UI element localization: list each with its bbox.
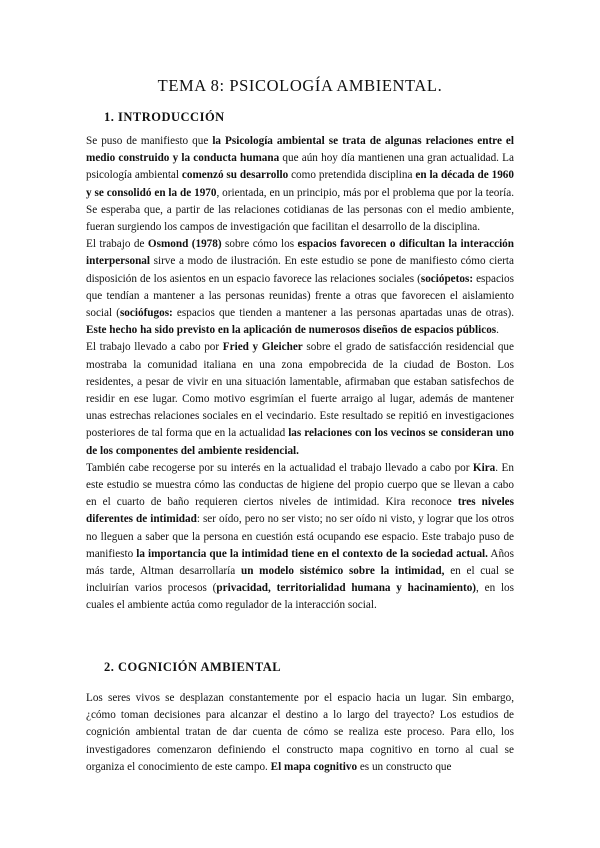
text-run: .: [496, 324, 499, 337]
text-run: Años más tarde, Altman desarrollaría: [86, 547, 514, 578]
bold-text: sociópetos:: [420, 272, 474, 285]
bold-text: tres niveles diferentes de intimidad: [86, 496, 514, 526]
bold-text: un modelo sistémico sobre la intimidad,: [240, 565, 445, 578]
section-body-introduccion: [86, 133, 514, 615]
paragraph: [86, 460, 514, 615]
bold-text: comenzó su desarrollo: [181, 169, 289, 182]
bold-text: El mapa cognitivo: [270, 760, 358, 773]
bold-text: la importancia que la intimidad tiene en el contexto de la sociedad actual.: [136, 547, 488, 560]
text-run: El trabajo de: [86, 238, 148, 251]
section-heading-introduccion: 1. INTRODUCCIÓN: [104, 110, 225, 124]
text-run: El trabajo llevado a cabo por: [86, 341, 223, 354]
text-run: sobre el grado de satisfacción residencial que mostraba la comunidad italiana en una zona empobrecida de la ciudad de Boston. Los residentes, a pesar de vivir en una situación lamentable, afirmaban que estaban satisfechos de residir en ese lugar. Como motivo esgrimían el fuerte arraigo al lugar, además de mantener unas estrechas relaciones sociales en el vecindario. Este resultado se repitió en investigaciones posteriores de tal forma que en la actualidad: [86, 341, 514, 440]
bold-text: la Psicología ambiental se trata de algunas relaciones entre el medio construido y la conducta humana: [86, 135, 514, 165]
text-run: : ser oído, pero no ser visto; no ser oído ni visto, y lograr que los otros no lleguen a saber que la persona en cuestión está ocupando ese espacio. Este trabajo puso de manifiesto: [86, 513, 514, 560]
section-heading-cognicion-ambiental: 2. COGNICIÓN AMBIENTAL: [104, 660, 282, 674]
text-run: sirve a modo de ilustración. En este estudio se pone de manifiesto cómo cierta disposición de los asientos en un espacio favorece las relaciones sociales (: [86, 255, 514, 285]
text-run: en el cual se incluirían varios procesos (: [86, 565, 514, 595]
text-run: que aún hoy día mantienen una gran actualidad. La psicología ambiental: [86, 152, 514, 182]
bold-text: Osmond (1978): [147, 238, 222, 251]
text-run: , en los cuales el ambiente actúa como regulador de la interacción social.: [86, 582, 514, 612]
text-run: sobre cómo los: [221, 238, 298, 251]
page-title: TEMA 8: PSICOLOGÍA AMBIENTAL.: [157, 76, 443, 95]
text-run: espacios que tienden a mantener a las personas apartadas unas de otras).: [172, 307, 514, 320]
paragraph: [86, 133, 514, 236]
bold-text: en la década de 1960 y se consolidó en la de 1970: [86, 169, 514, 199]
section-body-cognicion-ambiental: [86, 690, 514, 776]
text-run: como pretendida disciplina: [288, 169, 416, 182]
paragraph: [86, 690, 514, 776]
text-run: es un constructo que: [357, 760, 452, 773]
text-run: espacios que tendían a mantener a las personas reunidas) frente a otras que favorecen el aislamiento social (: [86, 272, 514, 320]
bold-text: sociófugos:: [119, 307, 173, 320]
text-run: También cabe recogerse por su interés en la actualidad el trabajo llevado a cabo por: [86, 461, 473, 474]
bold-text: Este hecho ha sido previsto en la aplicación de numerosos diseños de espacios públicos: [86, 324, 497, 337]
bold-text: Kira: [472, 461, 496, 474]
bold-text: espacios favorecen o dificultan la interacción interpersonal: [86, 238, 514, 268]
bold-text: Fried y Gleicher: [222, 341, 303, 354]
text-run: Se puso de manifiesto que: [86, 135, 213, 147]
paragraph: [86, 339, 514, 459]
bold-text: las relaciones con los vecinos se consideran uno de los componentes del ambiente residencial.: [86, 427, 514, 457]
paragraph: [86, 236, 514, 339]
text-run: Los seres vivos se desplazan constantemente por el espacio hacia un lugar. Sin embargo, ¿cómo toman decisiones para alcanzar el destino a lo largo del trayecto? Los estudios de cognición ambiental tratan de dar cuenta de cómo se realiza este proceso. Para ello, los investigadores comenzaron definiendo el constructo mapa cognitivo en torno al cual se organiza el conocimiento de este campo.: [86, 692, 514, 773]
text-run: , orientada, en un principio, más por el problema que por la teoría. Se esperaba que, a partir de las relaciones cotidianas de las personas con el medio ambiente, fueran surgiendo los campos de investigación que facilitan el desarrollo de la disciplina.: [86, 186, 514, 234]
text-run: . En este estudio se muestra cómo las conductas de higiene del propio cuerpo que se llevan a cabo en el cuarto de baño requieren ciertos niveles de intimidad. Kira reconoce: [86, 461, 514, 509]
bold-text: privacidad, territorialidad humana y hacinamiento): [216, 582, 477, 595]
